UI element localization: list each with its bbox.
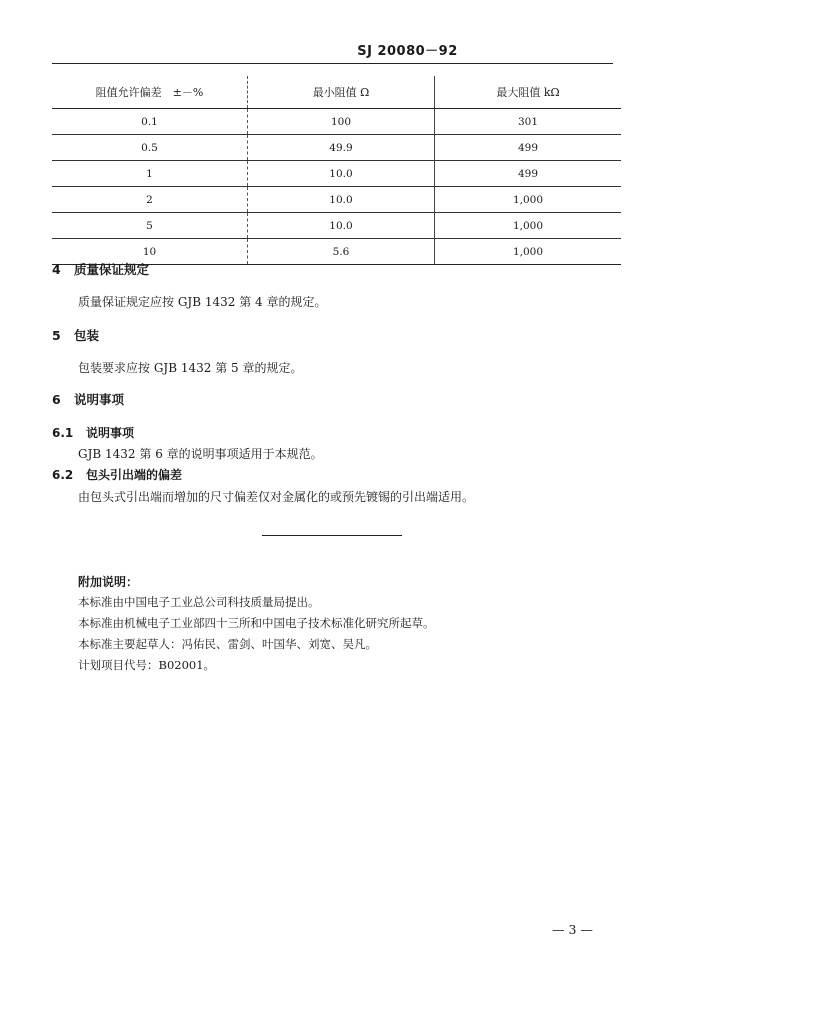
- section-6-2-heading: [52, 466, 182, 483]
- section-5-heading: [52, 326, 99, 344]
- note-line: 计划项目代号：B02001。: [78, 658, 216, 672]
- section-title: 包头引出端的偏差: [86, 468, 183, 482]
- section-5-text: 包装要求应按 GJB 1432 第 5 章的规定。: [78, 361, 303, 375]
- tolerance-cell: 5: [52, 213, 248, 239]
- table-row: [52, 213, 621, 239]
- tolerance-cell: 2: [52, 187, 248, 213]
- table-header-row: [52, 76, 621, 109]
- section-6-1-heading: [52, 424, 134, 441]
- min-resistance-cell: 10.0: [248, 213, 435, 239]
- section-number: 6.2: [52, 468, 74, 482]
- section-number: 6: [52, 392, 61, 407]
- section-6-heading: [52, 390, 124, 408]
- section-title: 说明事项: [74, 392, 125, 407]
- table-row: [52, 109, 621, 135]
- section-6-1-text: GJB 1432 第 6 章的说明事项适用于本规范。: [78, 447, 323, 461]
- tolerance-cell: 0.1: [141, 115, 158, 128]
- section-4-heading: [52, 260, 149, 278]
- section-number: 6.1: [52, 426, 74, 440]
- min-resistance-cell: 49.9: [248, 135, 435, 161]
- section-title: 包装: [74, 328, 100, 343]
- document-code: SJ 20080－92: [357, 44, 458, 59]
- note-line: 本标准由中国电子工业总公司科技质量局提出。: [78, 595, 320, 609]
- table-row: [52, 135, 621, 161]
- header-rule: [52, 63, 613, 64]
- page-number: — 3 —: [552, 922, 593, 937]
- min-resistance-cell: 10.0: [248, 161, 435, 187]
- column-header-max-resistance: 最大阻值 kΩ: [435, 76, 622, 109]
- section-number: 5: [52, 328, 61, 343]
- max-resistance-cell: 1,000: [435, 239, 622, 265]
- section-title: 说明事项: [86, 426, 135, 440]
- section-4-text: 质量保证规定应按 GJB 1432 第 4 章的规定。: [78, 295, 327, 309]
- section-6-2-text: 由包头式引出端而增加的尺寸偏差仅对金属化的或预先镀锡的引出端适用。: [78, 490, 475, 504]
- resistance-table: [52, 76, 621, 265]
- min-resistance-cell: 10.0: [248, 187, 435, 213]
- column-header-tolerance: 阻值允许偏差 ±－%: [52, 76, 248, 109]
- table-row: [52, 161, 621, 187]
- note-line: 本标准主要起草人：冯佑民、雷剑、叶国华、刘宽、吴凡。: [78, 637, 377, 651]
- tolerance-cell: 0.5: [52, 135, 248, 161]
- max-resistance-cell: 1,000: [435, 187, 622, 213]
- section-number: 4: [52, 262, 61, 277]
- max-resistance-cell: 301: [435, 109, 622, 135]
- max-resistance-cell: 1,000: [435, 213, 622, 239]
- additional-notes: [78, 592, 435, 676]
- note-line: 本标准由机械电子工业部四十三所和中国电子技术标准化研究所起草。: [78, 616, 435, 630]
- additional-notes-title: 附加说明：: [78, 575, 139, 589]
- max-resistance-cell: 499: [435, 161, 622, 187]
- column-header-min-resistance: 最小阻值 Ω: [248, 76, 435, 109]
- table-row: [52, 187, 621, 213]
- max-resistance-cell: 499: [435, 135, 622, 161]
- tolerance-cell: 10: [52, 239, 248, 265]
- min-resistance-cell: 100: [248, 109, 435, 135]
- tolerance-cell: 1: [52, 161, 248, 187]
- separator-rule: [262, 535, 402, 536]
- min-resistance-cell: 5.6: [248, 239, 435, 265]
- section-title: 质量保证规定: [74, 262, 150, 277]
